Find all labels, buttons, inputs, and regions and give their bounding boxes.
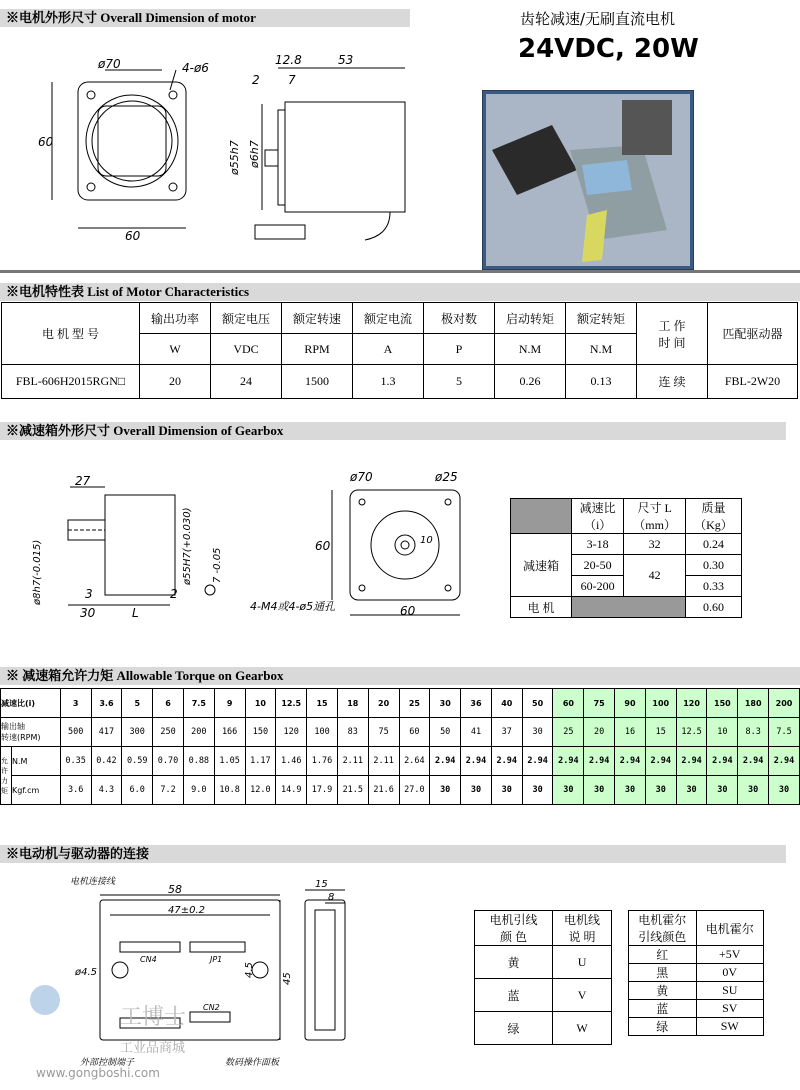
tq-speed-cell: 41: [461, 718, 492, 747]
tq-speed-cell: 417: [91, 718, 122, 747]
product-photo: [482, 90, 694, 270]
tq-nm-cell: 2.94: [553, 747, 584, 776]
ht-desc: SU: [696, 982, 764, 1000]
tq-speed-cell: 166: [214, 718, 245, 747]
c-motor-wire: 电机连接线: [70, 877, 116, 887]
tq-ratio-cell: 40: [491, 689, 522, 718]
tq-nm-cell: 2.64: [399, 747, 430, 776]
tq-ratio-cell: 3.6: [91, 689, 122, 718]
u-speed: RPM: [282, 334, 353, 365]
hall-table: [628, 910, 764, 1036]
gt-h-mass: 质量 （Kg）: [685, 499, 741, 534]
tq-speed-cell: 20: [584, 718, 615, 747]
g-dim-holes: 4-M4或4-ø5通孔: [250, 600, 336, 613]
tq-ratio-cell: 180: [738, 689, 769, 718]
tq-nm-cell: 2.94: [769, 747, 800, 776]
tq-nm-cell: 2.94: [615, 747, 646, 776]
tq-kgf-cell: 3.6: [60, 776, 91, 805]
gearbox-table: [510, 498, 742, 618]
tq-ratio-cell: 7.5: [183, 689, 214, 718]
u-voltage: VDC: [211, 334, 282, 365]
tq-nm-cell: 0.35: [60, 747, 91, 776]
tq-kgf-cell: 10.8: [214, 776, 245, 805]
c-d4: ø4.5: [75, 967, 98, 978]
gt-size: 42: [624, 555, 686, 597]
tq-nm-label: N.M: [12, 747, 61, 776]
dim-d2: 2: [252, 73, 260, 87]
c-ext: 外部控制端子: [80, 1058, 135, 1068]
v-model: FBL-606H2015RGN□: [2, 365, 140, 399]
g-dim-d30: 30: [80, 606, 96, 620]
characteristics-header: ※电机特性表 List of Motor Characteristics: [0, 283, 800, 301]
tq-kgf-cell: 12.0: [245, 776, 276, 805]
tq-nm-cell: 2.94: [584, 747, 615, 776]
tq-kgf-cell: 7.2: [153, 776, 184, 805]
tq-kgf-cell: 4.3: [91, 776, 122, 805]
u-current: A: [353, 334, 424, 365]
lt-color: 绿: [475, 1012, 553, 1045]
driver-drawing: [60, 870, 400, 1080]
h-poles: 极对数: [424, 303, 495, 334]
tq-ratio-cell: 90: [615, 689, 646, 718]
dim-w60: 60: [125, 229, 141, 243]
u-power: W: [140, 334, 211, 365]
g-dim-h60: 60: [315, 539, 331, 553]
v-speed: 1500: [282, 365, 353, 399]
tq-nm-cell: 0.42: [91, 747, 122, 776]
tq-speed-cell: 100: [307, 718, 338, 747]
motor-dimension-drawing: [30, 40, 430, 270]
ht-desc: SW: [696, 1018, 764, 1036]
tq-ratio-cell: 120: [676, 689, 707, 718]
g-dim-L: L: [132, 606, 139, 620]
ht-color: 红: [629, 946, 697, 964]
product-subtitle: 齿轮减速/无刷直流电机: [520, 10, 676, 28]
g-dim-d3: 3: [85, 587, 93, 601]
tq-nm-cell: 0.88: [183, 747, 214, 776]
tq-kgf-cell: 30: [491, 776, 522, 805]
tq-speed-cell: 60: [399, 718, 430, 747]
gt-motor-label: 电 机: [511, 597, 572, 618]
dim-d128: 12.8: [275, 53, 302, 67]
ht-color: 黄: [629, 982, 697, 1000]
tq-kgf-cell: 21.6: [368, 776, 399, 805]
g-dim-d27: 27: [75, 474, 91, 488]
ht-desc: 0V: [696, 964, 764, 982]
tq-kgf-label: Kgf.cm: [12, 776, 61, 805]
g-dim-d25: ø25: [435, 470, 458, 484]
tq-nm-cell: 1.46: [276, 747, 307, 776]
gt-mass: 0.30: [685, 555, 741, 576]
product-title: 24VDC, 20W: [518, 34, 699, 64]
c-d45h: 4.5: [244, 962, 255, 978]
tq-speed-cell: 83: [337, 718, 368, 747]
gt-h-ratio: 减速比 （i）: [572, 499, 624, 534]
lt-desc: U: [553, 946, 612, 979]
tq-nm-cell: 1.17: [245, 747, 276, 776]
watermark-brand: 工博士: [120, 1005, 187, 1030]
h-power: 输出功率: [140, 303, 211, 334]
dim-d7: 7: [288, 73, 296, 87]
tq-kgf-cell: 30: [769, 776, 800, 805]
lead-table: [474, 910, 612, 1045]
connection-header: ※电动机与驱动器的连接: [0, 845, 786, 863]
torque-table: [0, 688, 800, 805]
tq-nm-cell: 0.70: [153, 747, 184, 776]
tq-nm-cell: 2.94: [676, 747, 707, 776]
v-rated: 0.13: [566, 365, 637, 399]
tq-ratio-cell: 20: [368, 689, 399, 718]
ht-h2: 电机霍尔: [696, 911, 764, 946]
lt-color: 蓝: [475, 979, 553, 1012]
watermark-site: 工业品商城: [120, 1041, 186, 1056]
gt-motor-blank: [572, 597, 686, 618]
ht-color: 黑: [629, 964, 697, 982]
tq-speed-cell: 150: [245, 718, 276, 747]
tq-ratio-cell: 9: [214, 689, 245, 718]
tq-nm-cell: 2.94: [430, 747, 461, 776]
tq-nm-cell: 2.11: [368, 747, 399, 776]
tq-nm-cell: 2.94: [522, 747, 553, 776]
tq-ratio-cell: 10: [245, 689, 276, 718]
tq-kgf-cell: 30: [676, 776, 707, 805]
tq-ratio-cell: 3: [60, 689, 91, 718]
tq-kgf-cell: 9.0: [183, 776, 214, 805]
c-jp1: JP1: [210, 955, 223, 964]
tq-nm-cell: 2.94: [645, 747, 676, 776]
gt-motor-mass: 0.60: [685, 597, 741, 618]
c-d8: 8: [328, 892, 335, 903]
v-voltage: 24: [211, 365, 282, 399]
g-dim-d10: 10: [420, 535, 433, 546]
gt-row-label: 减速箱: [511, 534, 572, 597]
dim-d70: ø70: [98, 57, 121, 71]
tq-speed-cell: 10: [707, 718, 738, 747]
tq-ratio-cell: 50: [522, 689, 553, 718]
watermark-logo-icon: [30, 985, 60, 1015]
tq-kgf-cell: 17.9: [307, 776, 338, 805]
watermark-url: www.gongboshi.com: [36, 1066, 160, 1080]
tq-ratio-cell: 5: [122, 689, 153, 718]
tq-ratio-cell: 36: [461, 689, 492, 718]
g-dim-d2: 2: [170, 587, 178, 601]
tq-kgf-cell: 27.0: [399, 776, 430, 805]
motor-dimension-header: ※电机外形尺寸 Overall Dimension of motor: [0, 9, 410, 27]
tq-speed-cell: 75: [368, 718, 399, 747]
tq-speed-cell: 7.5: [769, 718, 800, 747]
tq-nm-cell: 2.94: [491, 747, 522, 776]
divider: [0, 270, 800, 273]
tq-speed-cell: 50: [430, 718, 461, 747]
tq-speed-cell: 250: [153, 718, 184, 747]
tq-nm-cell: 1.05: [214, 747, 245, 776]
tq-nm-cell: 2.94: [738, 747, 769, 776]
tq-nm-cell: 2.11: [337, 747, 368, 776]
tq-speed-cell: 300: [122, 718, 153, 747]
tq-ratio-cell: 30: [430, 689, 461, 718]
tq-kgf-cell: 30: [738, 776, 769, 805]
tq-speed-cell: 12.5: [676, 718, 707, 747]
gt-ratio: 60-200: [572, 576, 624, 597]
v-power: 20: [140, 365, 211, 399]
gt-mass: 0.24: [685, 534, 741, 555]
gearbox-header: ※减速箱外形尺寸 Overall Dimension of Gearbox: [0, 422, 786, 440]
h-current: 额定电流: [353, 303, 424, 334]
tq-nm-cell: 0.59: [122, 747, 153, 776]
tq-kgf-cell: 30: [584, 776, 615, 805]
tq-nm-cell: 2.94: [461, 747, 492, 776]
v-driver: FBL-2W20: [708, 365, 798, 399]
tq-kgf-cell: 21.5: [337, 776, 368, 805]
tq-ratio-cell: 18: [337, 689, 368, 718]
tq-speed-cell: 200: [183, 718, 214, 747]
tq-ratio-cell: 100: [645, 689, 676, 718]
torque-header: ※ 减速箱允许力矩 Allowable Torque on Gearbox: [0, 667, 800, 685]
tq-kgf-cell: 30: [461, 776, 492, 805]
h-speed: 额定转速: [282, 303, 353, 334]
h-driver: 匹配驱动器: [708, 303, 798, 365]
ht-color: 蓝: [629, 1000, 697, 1018]
tq-kgf-cell: 30: [522, 776, 553, 805]
v-duty: 连 续: [637, 365, 708, 399]
h-model: 电 机 型 号: [2, 303, 140, 365]
tq-ratio-cell: 6: [153, 689, 184, 718]
gt-ratio: 3-18: [572, 534, 624, 555]
gt-ratio: 20-50: [572, 555, 624, 576]
ht-h1: 电机霍尔 引线颜色: [629, 911, 697, 946]
tq-nm-cell: 1.76: [307, 747, 338, 776]
tq-kgf-cell: 30: [553, 776, 584, 805]
c-cn2: CN2: [203, 1003, 220, 1012]
lt-desc: V: [553, 979, 612, 1012]
tq-ratio-cell: 150: [707, 689, 738, 718]
c-panel: 数码操作面板: [225, 1058, 280, 1068]
lt-h2: 电机线 说 明: [553, 911, 612, 946]
dim-d6: ø6h7: [248, 140, 261, 168]
gt-h-size: 尺寸 L （mm）: [624, 499, 686, 534]
tq-ratio-label: 减速比(i): [1, 689, 61, 718]
h-duty: 工 作 时 间: [637, 303, 708, 365]
c-d47: 47±0.2: [168, 905, 206, 916]
h-start: 启动转矩: [495, 303, 566, 334]
tq-speed-cell: 8.3: [738, 718, 769, 747]
tq-kgf-cell: 30: [707, 776, 738, 805]
c-d45: 45: [282, 972, 293, 985]
v-current: 1.3: [353, 365, 424, 399]
tq-ratio-cell: 75: [584, 689, 615, 718]
u-poles: P: [424, 334, 495, 365]
dim-d53: 53: [338, 53, 354, 67]
tq-kgf-cell: 30: [615, 776, 646, 805]
dim-h60: 60: [38, 135, 54, 149]
v-poles: 5: [424, 365, 495, 399]
c-cn4: CN4: [140, 955, 157, 964]
tq-speed-cell: 25: [553, 718, 584, 747]
tq-speed-cell: 120: [276, 718, 307, 747]
c-d15: 15: [315, 879, 328, 890]
tq-nm-cell: 2.94: [707, 747, 738, 776]
dim-holes: 4-ø6: [182, 61, 209, 75]
h-voltage: 额定电压: [211, 303, 282, 334]
tq-speed-cell: 30: [522, 718, 553, 747]
g-dim-d70: ø70: [350, 470, 373, 484]
tq-ratio-cell: 200: [769, 689, 800, 718]
gearbox-drawing: [10, 465, 500, 625]
tq-ratio-cell: 12.5: [276, 689, 307, 718]
lt-color: 黄: [475, 946, 553, 979]
h-rated: 额定转矩: [566, 303, 637, 334]
tq-ratio-cell: 60: [553, 689, 584, 718]
tq-ratio-cell: 15: [307, 689, 338, 718]
tq-side-label: 允许力矩: [1, 747, 12, 805]
ht-color: 绿: [629, 1018, 697, 1036]
tq-speed-label: 输出轴 转速(RPM): [1, 718, 61, 747]
tq-speed-cell: 500: [60, 718, 91, 747]
tq-speed-cell: 16: [615, 718, 646, 747]
c-d58: 58: [168, 883, 182, 896]
lt-desc: W: [553, 1012, 612, 1045]
lt-h1: 电机引线 颜 色: [475, 911, 553, 946]
gt-corner: [511, 499, 572, 534]
tq-speed-cell: 15: [645, 718, 676, 747]
u-start: N.M: [495, 334, 566, 365]
tq-speed-cell: 37: [491, 718, 522, 747]
u-rated: N.M: [566, 334, 637, 365]
g-dim-d7: 7 -0.05: [212, 547, 223, 583]
gt-mass: 0.33: [685, 576, 741, 597]
gt-size: 32: [624, 534, 686, 555]
g-dim-d55: ø55H7(+0.030): [182, 507, 193, 585]
tq-kgf-cell: 30: [430, 776, 461, 805]
ht-desc: SV: [696, 1000, 764, 1018]
tq-kgf-cell: 14.9: [276, 776, 307, 805]
tq-kgf-cell: 6.0: [122, 776, 153, 805]
g-dim-d8: ø8h7(-0.015): [32, 539, 43, 605]
dim-d55: ø55h7: [228, 140, 241, 175]
tq-ratio-cell: 25: [399, 689, 430, 718]
v-start: 0.26: [495, 365, 566, 399]
characteristics-table: [1, 302, 798, 399]
g-dim-w60: 60: [400, 604, 416, 618]
tq-kgf-cell: 30: [645, 776, 676, 805]
ht-desc: +5V: [696, 946, 764, 964]
